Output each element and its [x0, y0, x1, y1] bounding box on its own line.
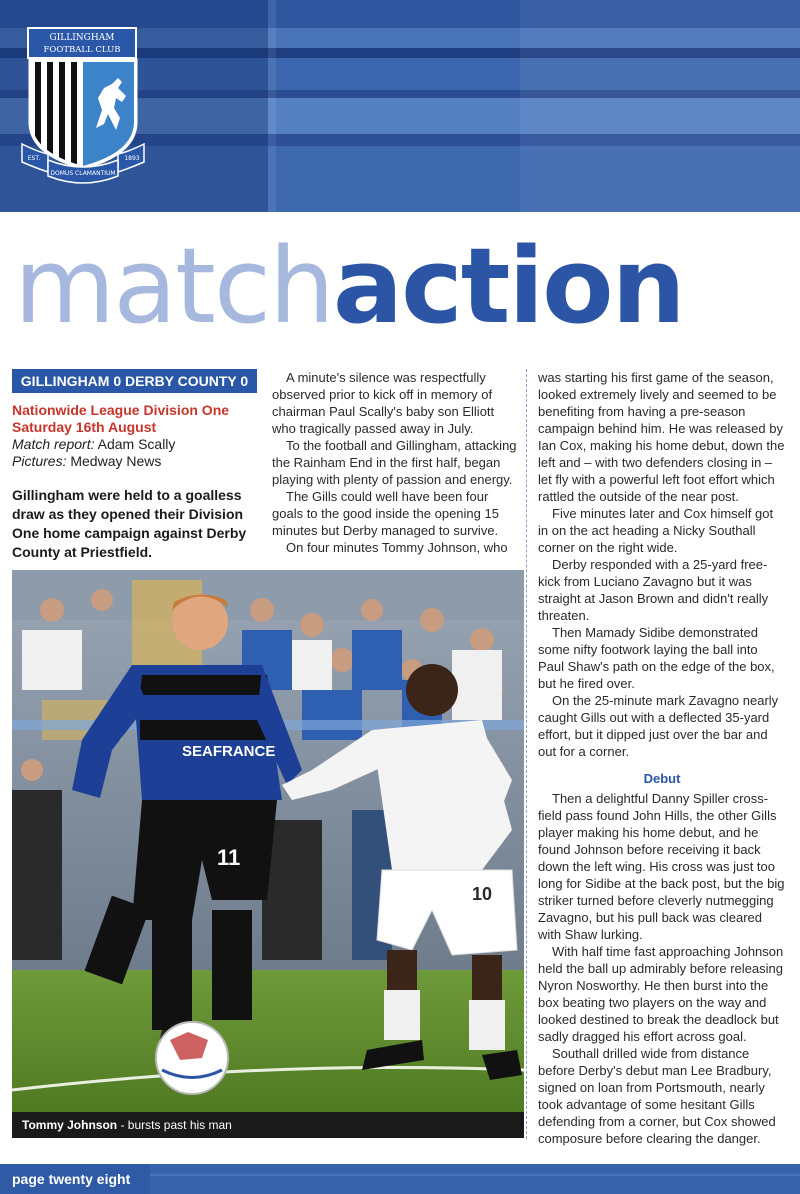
match-info — [12, 402, 262, 436]
pictures-credit — [12, 453, 262, 470]
match-date: Saturday 16th August — [12, 419, 157, 435]
photo-caption — [12, 1112, 524, 1138]
report-author: Adam Scally — [97, 436, 176, 452]
paragraph: The Gills could well have been four goals to the good inside the opening 15 minutes but Derby managed to survive. — [272, 489, 499, 538]
paragraph: was starting his first game of the season, looked extremely lively and seemed to be benefiting from having a pre-season campaign behind him. He was released by Ian Cox, making his home debut, down the left and – with two defenders closing in – let fly with a powerful left foot effort which rattled the outside of the near post. — [538, 370, 785, 504]
report-label: Match report: — [12, 436, 95, 452]
caption-name: Tommy Johnson — [22, 1118, 118, 1132]
crest-name-line1: GILLINGHAM — [49, 33, 115, 43]
crest-name-line2: FOOTBALL CLUB — [43, 45, 121, 55]
match-photo-illustration — [12, 570, 524, 1112]
lead-paragraph: Gillingham were held to a goalless draw as they opened their Division One home campaign against Derby County at Priestfield. — [12, 487, 247, 560]
article-column-3 — [538, 369, 786, 1147]
subheading-debut: Debut — [643, 771, 681, 786]
pictures-source: Medway News — [70, 453, 162, 469]
header-banner — [0, 0, 800, 212]
club-crest-logo — [18, 26, 148, 188]
gills-shirt-number: 11 — [217, 845, 241, 870]
match-photo — [12, 570, 524, 1112]
article-column-2 — [272, 369, 517, 556]
paragraph: A minute's silence was respectfully observed prior to kick off in memory of chairman Paul Scally's baby son Elliott who tragically passed away in July. — [272, 370, 495, 436]
competition-name: Nationwide League Division One — [12, 402, 230, 418]
gills-sponsor-text: SEAFRANCE — [182, 743, 276, 760]
page-number-label: page twenty eight — [12, 1171, 131, 1187]
paragraph: Five minutes later and Cox himself got in on the act heading a Nicky Southall corner on the right wide. — [538, 506, 774, 555]
crest-est-label: EST. — [27, 155, 41, 162]
paragraph: To the football and Gillingham, attacking the Rainham End in the first half, began playing with plenty of passion and energy. — [272, 438, 517, 487]
paragraph: Then a delightful Danny Spiller cross-field pass found John Hills, the other Gills player making his home debut, and he found Johnson before receiving it back down the left wing. His cross was just too long for Sidibe at the back post, but the big striker turned before cleverly nutmegging Zavagno, but his pull back was cleared with Shaw lurking. — [538, 791, 785, 942]
paragraph: Southall drilled wide from distance before Derby's debut man Lee Bradbury, signed on loan from Portsmouth, nearly took advantage of some hesitant Gills defending from a corner, but Cox showed composure before clearing the danger. — [538, 1046, 776, 1146]
report-credit — [12, 436, 262, 453]
score-bar: GILLINGHAM 0 DERBY COUNTY 0 — [12, 369, 257, 393]
paragraph: Derby responded with a 25-yard free-kick from Luciano Zavagno but it was straight at Jason Brown and didn't really threaten. — [538, 557, 769, 623]
paragraph: On four minutes Tommy Johnson, who — [286, 540, 508, 555]
crest-motto: DOMUS CLAMANTIUM — [50, 170, 116, 177]
column-divider — [526, 369, 527, 1139]
caption-text: - bursts past his man — [117, 1118, 232, 1132]
derby-shirt-number: 10 — [472, 884, 493, 904]
paragraph: On the 25-minute mark Zavagno nearly caught Gills out with a deflected 35-yard effort, but it dipped just over the bar and out for a corner. — [538, 693, 779, 759]
paragraph: With half time fast approaching Johnson held the ball up admirably before releasing Nyron Nosworthy. He then burst into the box beating two players on the way and looked destined to break the deadlock but sadly dragged his effort across goal. — [538, 944, 784, 1044]
page-title — [14, 226, 684, 346]
paragraph: Then Mamady Sidibe demonstrated some nifty footwork laying the ball into Paul Shaw's path on the edge of the box, but he fired over. — [538, 625, 775, 691]
pictures-label: Pictures: — [12, 453, 67, 469]
crest-year: 1893 — [124, 155, 140, 162]
page-footer — [0, 1164, 800, 1194]
title-match: match — [14, 225, 333, 347]
title-action: action — [332, 225, 684, 347]
